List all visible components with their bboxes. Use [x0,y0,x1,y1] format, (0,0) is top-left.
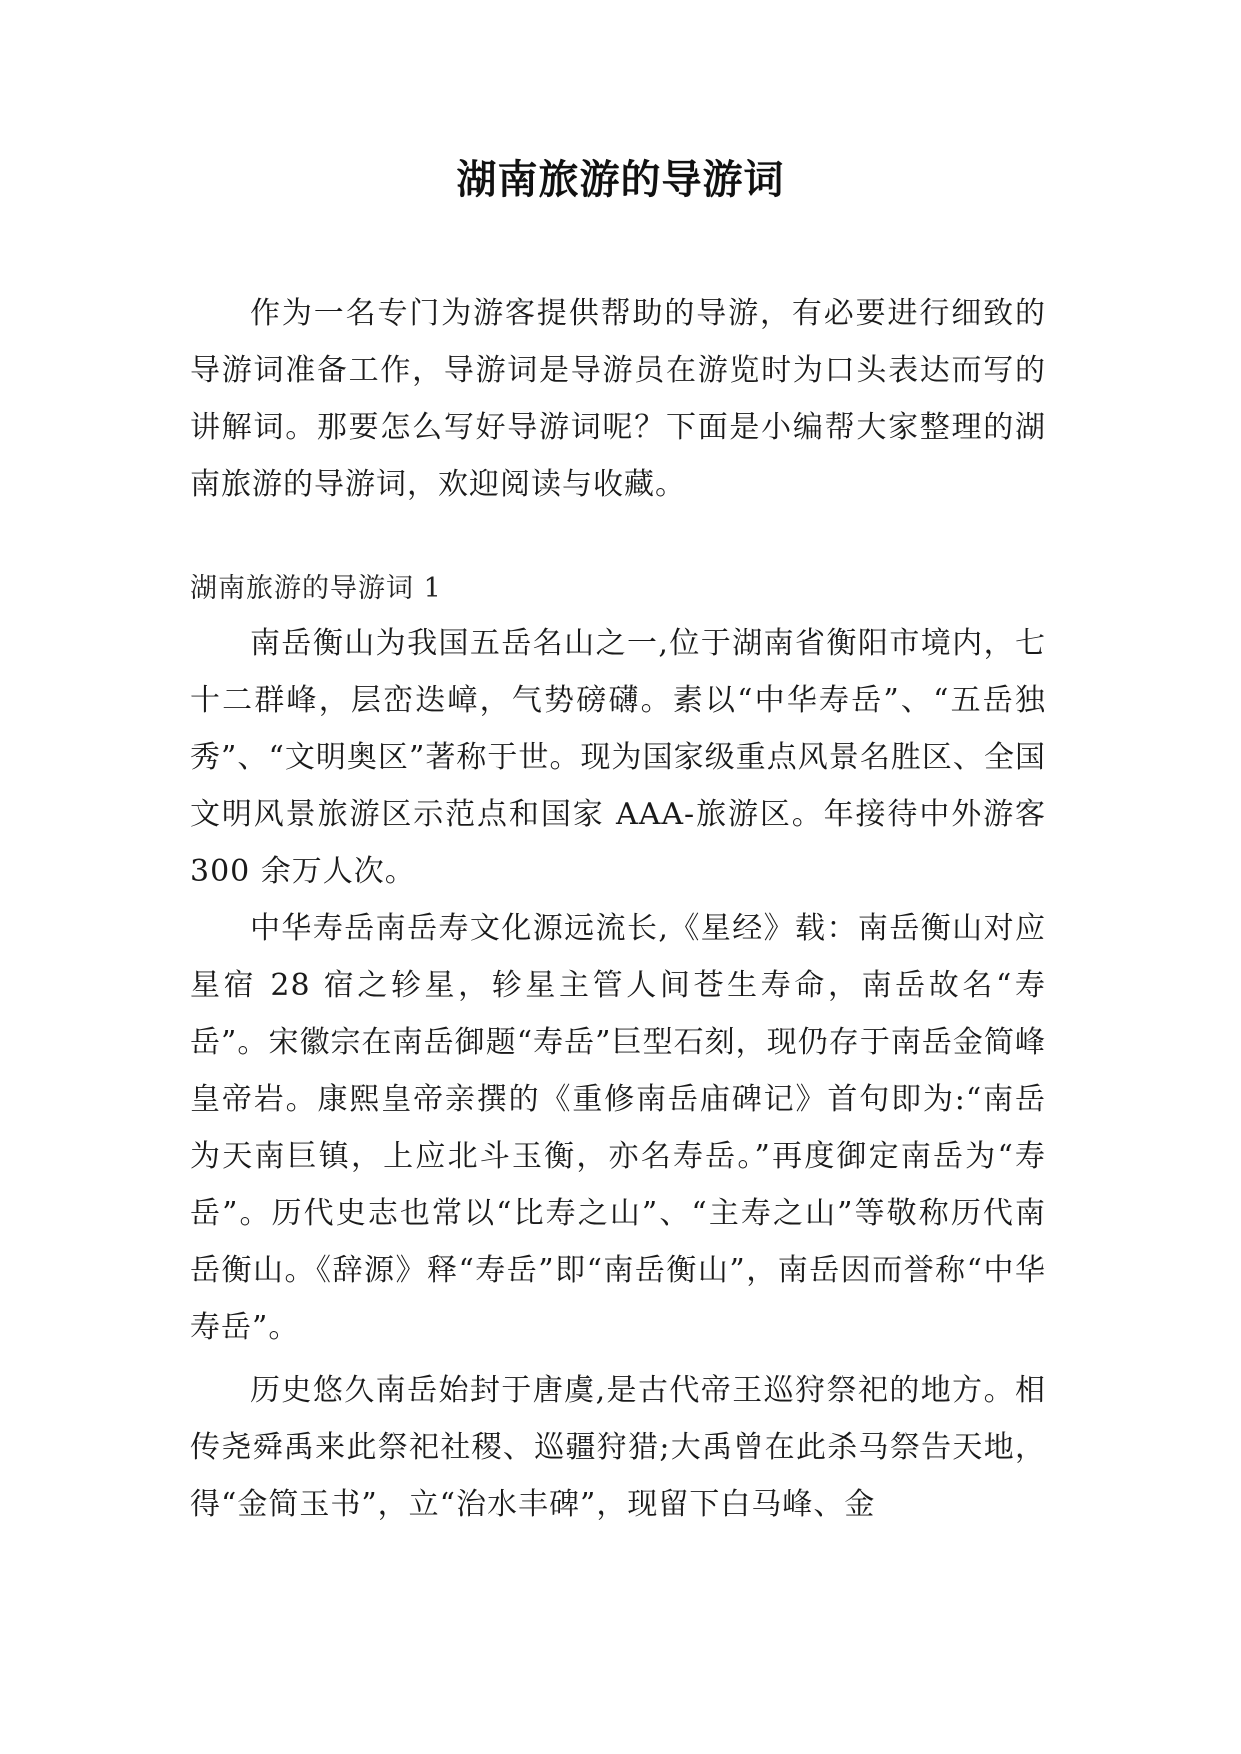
body-paragraph: 中华寿岳南岳寿文化源远流长,《星经》载：南岳衡山对应星宿 28 宿之轸星，轸星主管人间苍生寿命，南岳故名“寿岳”。宋徽宗在南岳御题“寿岳”巨型石刻，现仍存于南岳金简峰皇帝岩。康熙皇帝亲撰的《重修南岳庙碑记》首句即为:“南岳为天南巨镇，上应北斗玉衡，亦名寿岳。”再度御定南岳为“寿岳”。历代史志也常以“比寿之山”、“主寿之山”等敬称历代南岳衡山。《辞源》释“寿岳”即“南岳衡山”，南岳因而誉称“中华寿岳”。 [190,911,1046,1345]
document-title: 湖南旅游的导游词 [456,157,785,203]
section-heading: 湖南旅游的导游词 1 [190,573,442,604]
intro-paragraph: 作为一名专门为游客提供帮助的导游，有必要进行细致的导游词准备工作，导游词是导游员在游览时为口头表达而写的讲解词。那要怎么写好导游词呢？下面是小编帮大家整理的湖南旅游的导游词，欢迎阅读与收藏。 [190,296,1046,502]
body-paragraph: 历史悠久南岳始封于唐虞,是古代帝王巡狩祭祀的地方。相传尧舜禹来此祭祀社稷、巡疆狩猎;大禹曾在此杀马祭告天地，得“金简玉书”，立“治水丰碑”，现留下白马峰、金 [190,1373,1046,1522]
body-paragraph: 南岳衡山为我国五岳名山之一,位于湖南省衡阳市境内，七十二群峰，层峦迭嶂，气势磅礴。素以“中华寿岳”、“五岳独秀”、“文明奥区”著称于世。现为国家级重点风景名胜区、全国文明风景旅游区示范点和国家 AAA-旅游区。年接待中外游客 300 余万人次。 [190,626,1046,889]
document-body [190,285,1046,1533]
